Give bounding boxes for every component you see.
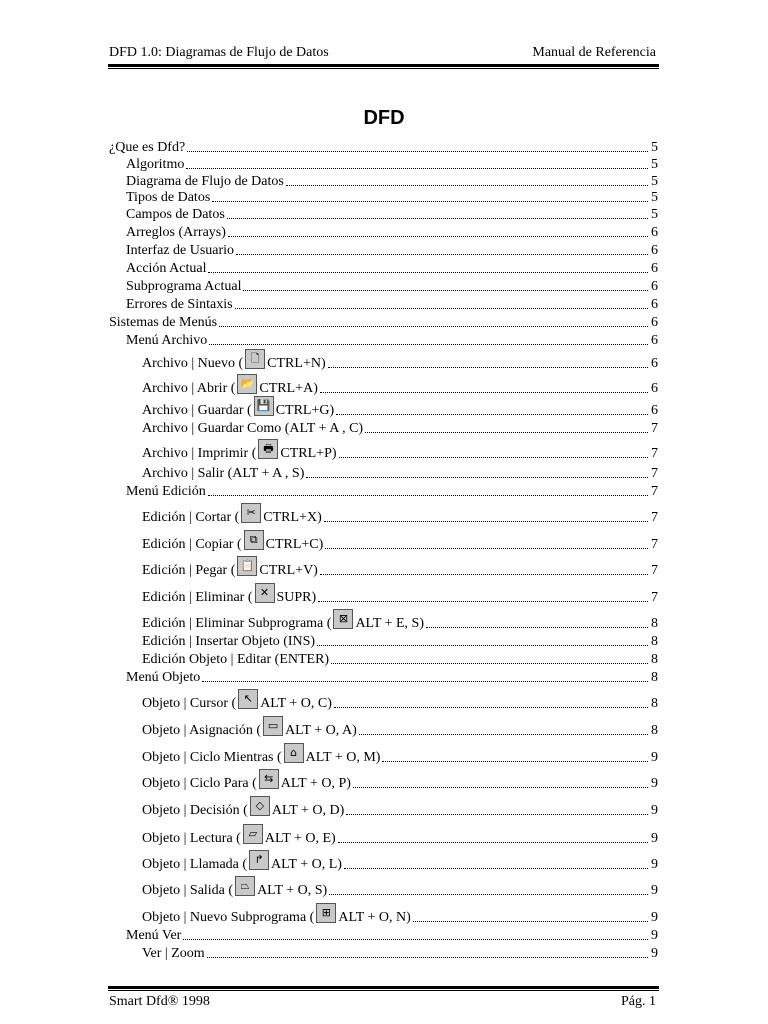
- toc-dot-leader: [243, 289, 648, 291]
- toc-page-number: 7: [651, 484, 658, 499]
- toc-dot-leader: [207, 956, 648, 958]
- toc-entry-text: Menú Edición: [126, 484, 206, 499]
- scissors-icon: ✂: [241, 503, 261, 523]
- read-input-icon: ⏥: [243, 824, 263, 844]
- toc-entry[interactable]: [142, 692, 658, 712]
- toc-entry-label: [126, 207, 225, 223]
- toc-page-number: 7: [651, 466, 658, 481]
- call-icon: ↱: [249, 850, 269, 870]
- toc-entry-label: [142, 827, 336, 847]
- toc-entry-text: Menú Ver: [126, 928, 182, 943]
- toc-entry[interactable]: [126, 928, 658, 944]
- printer-icon: 🖶: [258, 439, 278, 459]
- toc-entry-text: Objeto | Ciclo Para (: [142, 776, 257, 791]
- toc-page-number: 5: [651, 140, 658, 155]
- toc-entry[interactable]: [142, 352, 658, 372]
- toc-entry-text: Edición | Pegar (: [142, 563, 236, 578]
- header-title: DFD 1.0: Diagramas de Flujo de Datos: [109, 45, 329, 60]
- toc-page-number: 9: [651, 776, 658, 791]
- toc-entry[interactable]: [142, 652, 658, 668]
- toc-dot-leader: [235, 307, 648, 309]
- toc-entry-shortcut: SUPR): [276, 590, 317, 605]
- toc-entry-text: Menú Objeto: [126, 670, 201, 685]
- toc-dot-leader: [202, 680, 648, 682]
- toc-entry-label: [126, 279, 241, 295]
- toc-entry-text: Edición | Eliminar Subprograma (: [142, 616, 332, 631]
- toc-page-number: 6: [651, 315, 658, 330]
- toc-page-number: 9: [651, 750, 658, 765]
- toc-entry-shortcut: ALT + O, L): [271, 857, 342, 872]
- toc-entry-text: Objeto | Nuevo Subprograma (: [142, 910, 315, 925]
- toc-entry-text: Interfaz de Usuario: [126, 243, 235, 258]
- toc-dot-leader: [208, 494, 648, 496]
- toc-entry[interactable]: [142, 853, 658, 873]
- new-subprogram-icon: ⊞: [316, 903, 336, 923]
- page-number: Pág. 1: [621, 994, 656, 1009]
- toc-dot-leader: [338, 841, 648, 843]
- toc-entry-text: Edición | Eliminar (: [142, 590, 253, 605]
- toc-entry-label: [142, 853, 342, 873]
- toc-entry-text: Sistemas de Menús: [109, 315, 218, 330]
- toc-page-number: 9: [651, 857, 658, 872]
- toc-entry-shortcut: CTRL+P): [280, 446, 337, 461]
- toc-entry-label: [142, 746, 380, 766]
- toc-entry-text: Ver | Zoom: [142, 946, 205, 961]
- copy-icon: ⧉: [244, 530, 264, 550]
- toc-entry[interactable]: [142, 506, 658, 526]
- toc-dot-leader: [426, 626, 648, 628]
- toc-page-number: 6: [651, 297, 658, 312]
- toc-page-number: 6: [651, 279, 658, 294]
- toc-entry-text: Edición | Cortar (: [142, 510, 240, 525]
- output-icon: ⏢: [235, 876, 255, 896]
- toc-entry-label: [142, 586, 316, 606]
- toc-entry[interactable]: [142, 466, 658, 482]
- toc-entry[interactable]: [126, 279, 658, 295]
- toc-entry-shortcut: ALT + O, E): [264, 831, 336, 846]
- toc-entry-text: Archivo | Imprimir (: [142, 446, 257, 461]
- toc-page-number: 9: [651, 803, 658, 818]
- toc-entry-label: [142, 506, 322, 526]
- toc-entry[interactable]: [126, 484, 658, 500]
- toc-entry-label: [142, 421, 363, 437]
- toc-entry-text: Edición | Insertar Objeto (INS): [142, 634, 316, 649]
- toc-entry-text: Objeto | Salida (: [142, 883, 234, 898]
- toc-entry-text: Archivo | Abrir (: [142, 381, 236, 396]
- toc-dot-leader: [236, 253, 648, 255]
- delete-subprogram-icon: ⊠: [333, 609, 353, 629]
- toc-page-number: 7: [651, 590, 658, 605]
- toc-entry[interactable]: [142, 946, 658, 962]
- toc-entry-shortcut: CTRL+A): [259, 381, 318, 396]
- toc-dot-leader: [183, 938, 648, 940]
- delete-x-icon: ✕: [255, 583, 275, 603]
- toc-entry-label: [142, 533, 323, 553]
- toc-entry-text: Diagrama de Flujo de Datos: [126, 174, 284, 189]
- toc-entry[interactable]: [142, 719, 658, 739]
- toc-page-number: 7: [651, 563, 658, 578]
- toc-entry[interactable]: [126, 157, 658, 173]
- toc-dot-leader: [328, 366, 648, 368]
- toc-entry-text: Acción Actual: [126, 261, 207, 276]
- for-loop-icon: ⇆: [259, 769, 279, 789]
- footer-rule: [108, 986, 659, 989]
- toc-dot-leader: [187, 150, 648, 152]
- toc-entry-label: [142, 652, 329, 668]
- toc-dot-leader: [228, 235, 648, 237]
- toc-entry-label: [126, 333, 207, 349]
- toc-dot-leader: [317, 644, 648, 646]
- toc-page-number: 8: [651, 670, 658, 685]
- toc-page-number: 5: [651, 157, 658, 172]
- toc-entry-text: Subprograma Actual: [126, 279, 242, 294]
- page-footer: [109, 994, 658, 1012]
- toc-entry-label: [142, 906, 411, 926]
- toc-page-number: 7: [651, 421, 658, 436]
- toc-entry[interactable]: [126, 670, 658, 686]
- toc-entry-text: Errores de Sintaxis: [126, 297, 233, 312]
- toc-page-number: 8: [651, 652, 658, 667]
- toc-entry[interactable]: [142, 377, 658, 397]
- toc-entry-shortcut: ALT + O, A): [285, 723, 357, 738]
- cursor-arrow-icon: ↖: [238, 689, 258, 709]
- toc-entry[interactable]: [126, 261, 658, 277]
- toc-entry-text: Archivo | Salir (ALT + A , S): [142, 466, 305, 481]
- toc-page-number: 5: [651, 190, 658, 205]
- toc-dot-leader: [353, 786, 648, 788]
- toc-dot-leader: [382, 760, 648, 762]
- toc-entry-text: Archivo | Guardar (: [142, 403, 252, 418]
- toc-entry-text: Tipos de Datos: [126, 190, 211, 205]
- toc-page-number: 6: [651, 225, 658, 240]
- toc-entry-text: Objeto | Asignación (: [142, 723, 262, 738]
- toc-entry[interactable]: [142, 799, 658, 819]
- toc-entry-text: Campos de Datos: [126, 207, 225, 222]
- toc-entry-shortcut: CTRL+C): [265, 537, 324, 552]
- toc-page-number: 9: [651, 883, 658, 898]
- toc-entry[interactable]: [142, 612, 658, 632]
- toc-page-number: 5: [651, 207, 658, 222]
- toc-entry[interactable]: [142, 879, 658, 899]
- toc-entry-text: Objeto | Llamada (: [142, 857, 248, 872]
- toc-entry-label: [142, 352, 326, 372]
- toc-page-number: 8: [651, 696, 658, 711]
- toc-entry-label: [126, 484, 206, 500]
- open-folder-icon: 📂: [237, 374, 257, 394]
- toc-page-number: 7: [651, 537, 658, 552]
- toc-entry-text: Objeto | Ciclo Mientras (: [142, 750, 282, 765]
- toc-entry-label: [142, 799, 344, 819]
- header-rule: [108, 64, 659, 67]
- toc-dot-leader: [329, 893, 648, 895]
- toc-entry[interactable]: [142, 559, 658, 579]
- toc-entry-text: Menú Archivo: [126, 333, 208, 348]
- toc-page-number: 6: [651, 261, 658, 276]
- toc-entry[interactable]: [142, 421, 658, 437]
- toc-entry-label: [126, 174, 284, 190]
- toc-entry-text: Edición Objeto | Editar (ENTER): [142, 652, 330, 667]
- toc-entry[interactable]: [126, 243, 658, 259]
- toc-page-number: 6: [651, 333, 658, 348]
- toc-dot-leader: [208, 271, 648, 273]
- header-rule-thin: [108, 68, 659, 69]
- new-file-icon: 🗋: [245, 349, 265, 369]
- toc-entry[interactable]: [126, 225, 658, 241]
- toc-page-number: 9: [651, 910, 658, 925]
- footer-brand: Smart Dfd® 1998: [109, 994, 210, 1009]
- toc-page-number: 8: [651, 634, 658, 649]
- toc-entry-label: [126, 190, 210, 206]
- toc-entry-label: [142, 634, 315, 650]
- toc-dot-leader: [320, 573, 648, 575]
- toc-entry[interactable]: [142, 746, 658, 766]
- toc-entry-label: [126, 297, 233, 313]
- toc-entry-label: [109, 315, 217, 331]
- while-loop-icon: ⌂: [284, 743, 304, 763]
- header-subtitle: Manual de Referencia: [532, 45, 656, 60]
- toc-page-number: 7: [651, 446, 658, 461]
- toc-entry-text: Archivo | Guardar Como (ALT + A , C): [142, 421, 364, 436]
- toc-entry-label: [142, 719, 357, 739]
- toc-entry-label: [142, 399, 334, 419]
- toc-dot-leader: [212, 200, 648, 202]
- toc-dot-leader: [346, 813, 648, 815]
- toc-page-number: 9: [651, 831, 658, 846]
- toc-entry-label: [126, 928, 181, 944]
- toc-entry-text: ¿Que es Dfd?: [109, 140, 186, 155]
- toc-entry-shortcut: CTRL+X): [263, 510, 322, 525]
- toc-entry-label: [126, 243, 234, 259]
- toc-entry-label: [126, 670, 200, 686]
- toc-entry-label: [126, 157, 184, 173]
- toc-dot-leader: [336, 413, 648, 415]
- toc-entry[interactable]: [126, 297, 658, 313]
- toc-entry-text: Archivo | Nuevo (: [142, 356, 244, 371]
- decision-diamond-icon: ◇: [250, 796, 270, 816]
- toc-dot-leader: [306, 476, 648, 478]
- toc-entry[interactable]: [126, 174, 658, 190]
- toc-dot-leader: [324, 520, 648, 522]
- toc-entry[interactable]: [109, 140, 658, 156]
- toc-page-number: 6: [651, 243, 658, 258]
- toc-dot-leader: [318, 600, 648, 602]
- toc-entry[interactable]: [126, 333, 658, 349]
- toc-entry-shortcut: ALT + O, N): [338, 910, 411, 925]
- toc-entry-label: [126, 225, 226, 241]
- toc-entry[interactable]: [142, 442, 658, 462]
- toc-page-number: 8: [651, 616, 658, 631]
- toc-entry-text: Objeto | Cursor (: [142, 696, 237, 711]
- toc-entry[interactable]: [126, 207, 658, 223]
- toc-entry-label: [142, 692, 332, 712]
- toc-entry-shortcut: ALT + E, S): [355, 616, 425, 631]
- toc-entry-label: [142, 946, 205, 962]
- toc-entry-label: [109, 140, 185, 156]
- toc-entry-text: Algoritmo: [126, 157, 185, 172]
- page-header: [109, 45, 658, 63]
- toc-page-number: 5: [651, 174, 658, 189]
- toc-dot-leader: [227, 217, 648, 219]
- toc-dot-leader: [209, 343, 648, 345]
- toc-entry[interactable]: [142, 634, 658, 650]
- toc-dot-leader: [219, 325, 648, 327]
- toc-dot-leader: [320, 391, 648, 393]
- toc-page-number: 6: [651, 381, 658, 396]
- toc-dot-leader: [365, 431, 648, 433]
- toc-page-number: 9: [651, 946, 658, 961]
- toc-entry[interactable]: [126, 190, 658, 206]
- toc-entry[interactable]: [142, 772, 658, 792]
- toc-entry-shortcut: ALT + O, M): [305, 750, 381, 765]
- toc-dot-leader: [339, 456, 648, 458]
- toc-entry-label: [142, 442, 337, 462]
- toc-dot-leader: [331, 662, 648, 664]
- toc-entry-shortcut: CTRL+G): [275, 403, 335, 418]
- toc-entry-label: [126, 261, 206, 277]
- toc-dot-leader: [325, 547, 648, 549]
- toc-entry-text: Objeto | Decisión (: [142, 803, 248, 818]
- toc-entry-shortcut: CTRL+V): [259, 563, 318, 578]
- toc-entry-shortcut: ALT + O, D): [271, 803, 345, 818]
- toc-dot-leader: [286, 184, 648, 186]
- toc-entry-shortcut: ALT + O, P): [280, 776, 351, 791]
- toc-dot-leader: [186, 167, 648, 169]
- footer-rule-thin: [108, 990, 659, 991]
- toc-entry-text: Edición | Copiar (: [142, 537, 242, 552]
- toc-entry-shortcut: ALT + O, C): [260, 696, 332, 711]
- toc-page-number: 6: [651, 356, 658, 371]
- toc-page-number: 6: [651, 403, 658, 418]
- save-disk-icon: 💾: [254, 396, 274, 416]
- toc-page-number: 9: [651, 928, 658, 943]
- toc-dot-leader: [413, 920, 648, 922]
- toc-entry[interactable]: [142, 533, 658, 553]
- toc-entry-label: [142, 466, 304, 482]
- page-title: DFD: [363, 107, 405, 129]
- toc-entry-label: [142, 772, 351, 792]
- toc-dot-leader: [359, 733, 648, 735]
- toc-entry-label: [142, 377, 318, 397]
- toc-entry[interactable]: [142, 586, 658, 606]
- toc-entry-text: Arreglos (Arrays): [126, 225, 226, 240]
- toc-entry-text: Objeto | Lectura (: [142, 831, 241, 846]
- toc-entry-label: [142, 879, 327, 899]
- paste-clipboard-icon: 📋: [237, 556, 257, 576]
- toc-entry[interactable]: [109, 315, 658, 331]
- toc-dot-leader: [334, 706, 648, 708]
- toc-dot-leader: [344, 867, 648, 869]
- assignment-box-icon: ▭: [263, 716, 283, 736]
- toc-entry[interactable]: [142, 827, 658, 847]
- toc-entry-label: [142, 612, 424, 632]
- toc-page-number: 8: [651, 723, 658, 738]
- toc-entry[interactable]: [142, 399, 658, 419]
- toc-page-number: 7: [651, 510, 658, 525]
- toc-entry[interactable]: [142, 906, 658, 926]
- toc-entry-shortcut: CTRL+N): [267, 356, 326, 371]
- toc-entry-shortcut: ALT + O, S): [257, 883, 328, 898]
- toc-entry-label: [142, 559, 318, 579]
